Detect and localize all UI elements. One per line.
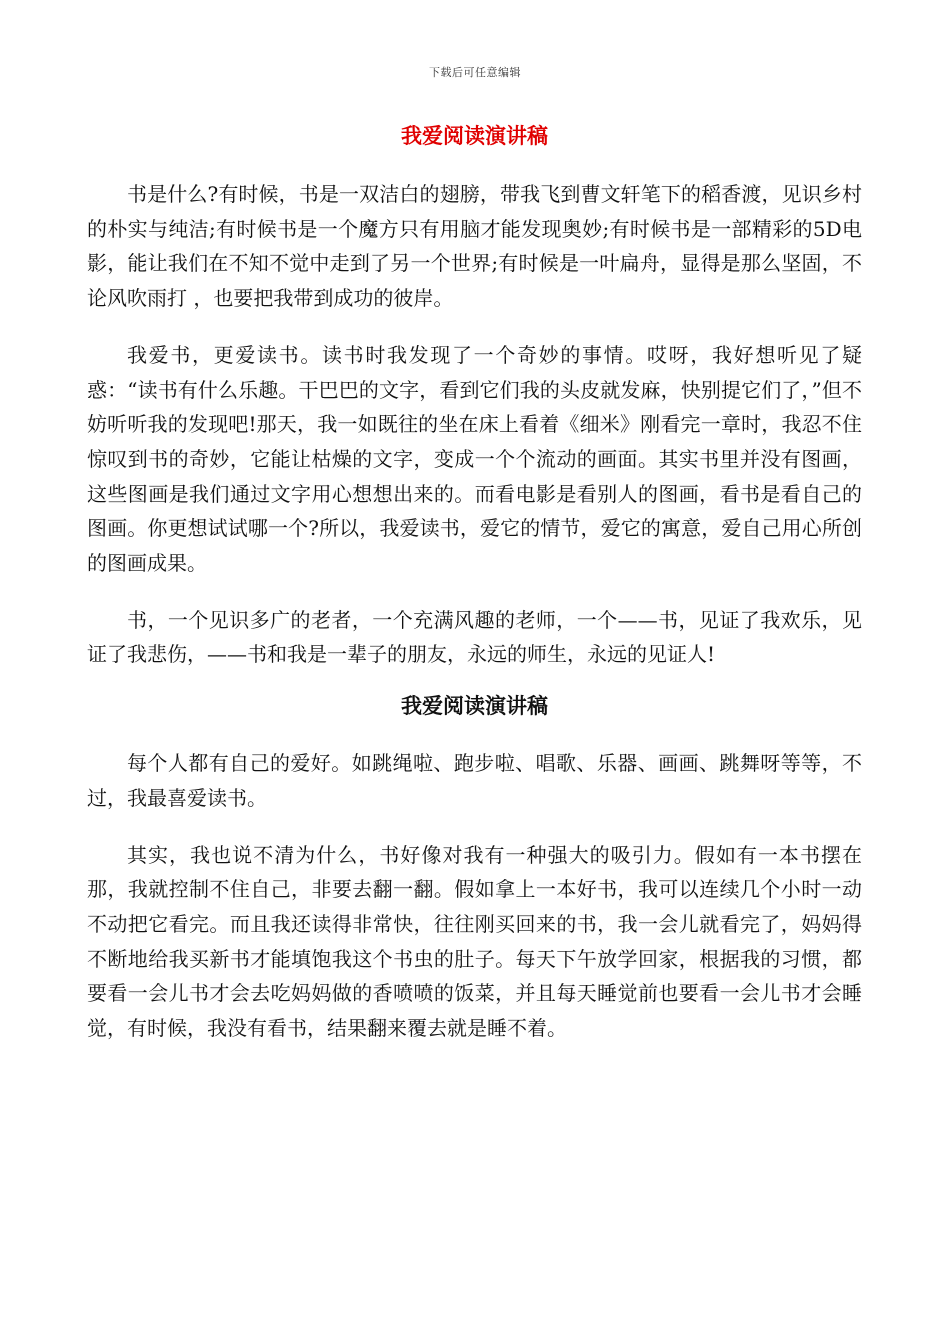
paragraph-2-2: 其实，我也说不清为什么，书好像对我有一种强大的吸引力。假如有一本书摆在那，我就控制不住自己，非要去翻一翻。假如拿上一本好书，我可以连续几个小时一动不动把它看完。而且我还读得非常快，往往刚买回来的书，我一会儿就看完了，妈妈得不断地给我买新书才能填饱我这个书虫的肚子。每天下午放学回家，根据我的习惯，都要看一会儿书才会去吃妈妈做的香喷喷的饭菜，并且每天睡觉前也要看一会儿书才会睡觉，有时候，我没有看书，结果翻来覆去就是睡不着。 bbox=[87, 842, 862, 1041]
document-body bbox=[87, 118, 862, 1046]
paragraph-1-1: 书是什么?有时候，书是一双洁白的翅膀，带我飞到曹文轩笔下的稻香渡，见识乡村的朴实与纯洁;有时候书是一个魔方只有用脑才能发现奥妙;有时候书是一部精彩的5D电影，能让我们在不知不觉中走到了另一个世界;有时候是一叶扁舟，显得是那么坚固，不论风吹雨打 ，也要把我带到成功的彼岸。 bbox=[87, 182, 862, 311]
paragraph-2-1: 每个人都有自己的爱好。如跳绳啦、跑步啦、唱歌、乐器、画画、跳舞呀等等，不过，我最喜爱读书。 bbox=[87, 751, 862, 810]
paragraph-1-2: 我爱书，更爱读书。读书时我发现了一个奇妙的事情。哎呀，我好想听见了疑惑：“读书有什么乐趣。干巴巴的文字，看到它们我的头皮就发麻，快别提它们了，”但不妨听听我的发现吧!那天，我一如既往的坐在床上看着《细米》刚看完一章时，我忍不住惊叹到书的奇妙，它能让枯燥的文字，变成一个个流动的画面。其实书里并没有图画，这些图画是我们通过文字用心想想出来的。而看电影是看别人的图画，看书是看自己的图画。你更想试试哪一个?所以，我爱读书，爱它的情节，爱它的寓意，爱自己用心所创的图画成果。 bbox=[87, 342, 862, 576]
document-title-2: 我爱阅读演讲稿 bbox=[401, 693, 548, 719]
document-title-1: 我爱阅读演讲稿 bbox=[401, 123, 548, 148]
paragraph-1-3: 书，一个见识多广的老者，一个充满风趣的老师，一个——书，见证了我欢乐，见证了我悲伤，——书和我是一辈子的朋友，永远的师生，永远的见证人! bbox=[87, 607, 862, 667]
header-note: 下载后可任意编辑 bbox=[429, 66, 521, 79]
